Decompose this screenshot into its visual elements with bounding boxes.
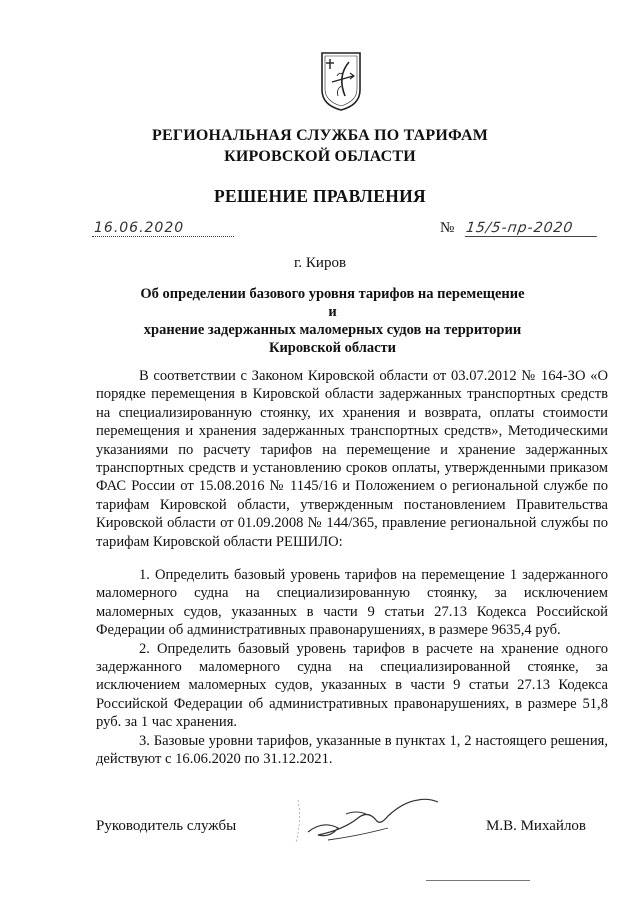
coat-of-arms-emblem [319,50,363,112]
subject-line: хранение задержанных маломерных судов на территории [143,322,522,338]
number-sign: № [440,220,455,236]
handwritten-signature [268,780,468,850]
document-number [440,220,600,242]
page-divider [426,880,530,881]
decision-item: 3. Базовые уровни тарифов, указанные в пунктах 1, 2 настоящего решения, действуют с 16.06.2020 по 31.12.2021. [96,732,608,768]
document-subject [140,285,525,357]
handwritten-number: 15/5-пр-2020 [465,220,599,237]
signatory-name: М.В. Михайлов [486,818,587,834]
document-title: РЕШЕНИЕ ПРАВЛЕНИЯ [214,186,426,206]
decision-item: 1. Определить базовый уровень тарифов на перемещение 1 задержанного маломерного судна на специализированную стоянку, за исключением маломерных судов, указанных в части 9 статьи 27.13 Кодекса Российской Федерации об административных правонарушениях, в размере 9635,4 руб. [96,567,608,639]
preamble-paragraph: В соответствии с Законом Кировской области от 03.07.2012 № 164-ЗО «О порядке перемещения в Кировской области задержанных транспортных средств на специализированную стоянку, их хранения и возврата, оплаты стоимости перемещения и хранения задержанных транспортных средств», Методическими указаниями по расчету тарифов на перемещение и хранение задержанных транспортных средств и установлению сроков оплаты, утвержденными приказом ФАС России от 15.08.2016 № 1145/16 и Положением о региональной службе по тарифам Кировской области, утвержденным постановлением Правительства Кировской области от 01.09.2008 № 144/365, правление региональной службы по тарифам Кировской области РЕШИЛО: [96,368,608,550]
preamble-section [96,367,608,551]
city-name: г. Киров [293,255,347,271]
signatory-role: Руководитель службы [96,818,237,834]
decision-items [96,566,608,768]
organization-name-line-1: РЕГИОНАЛЬНАЯ СЛУЖБА ПО ТАРИФАМ [151,127,489,144]
subject-line: Об определении базового уровня тарифов на перемещение и [140,286,525,320]
subject-line: Кировской области [268,340,397,356]
decision-item: 2. Определить базовый уровень тарифов в расчете на хранение одного задержанного маломерного судна на специализированной стоянке, за исключением маломерных судов, указанных в части 9 статьи 27.13 Кодекса Российской Федерации об административных правонарушениях, в размере 51,8 руб. за 1 час хранения. [96,640,608,731]
organization-name-line-2: КИРОВСКОЙ ОБЛАСТИ [224,148,416,165]
handwritten-date: 16.06.2020 [92,220,234,237]
